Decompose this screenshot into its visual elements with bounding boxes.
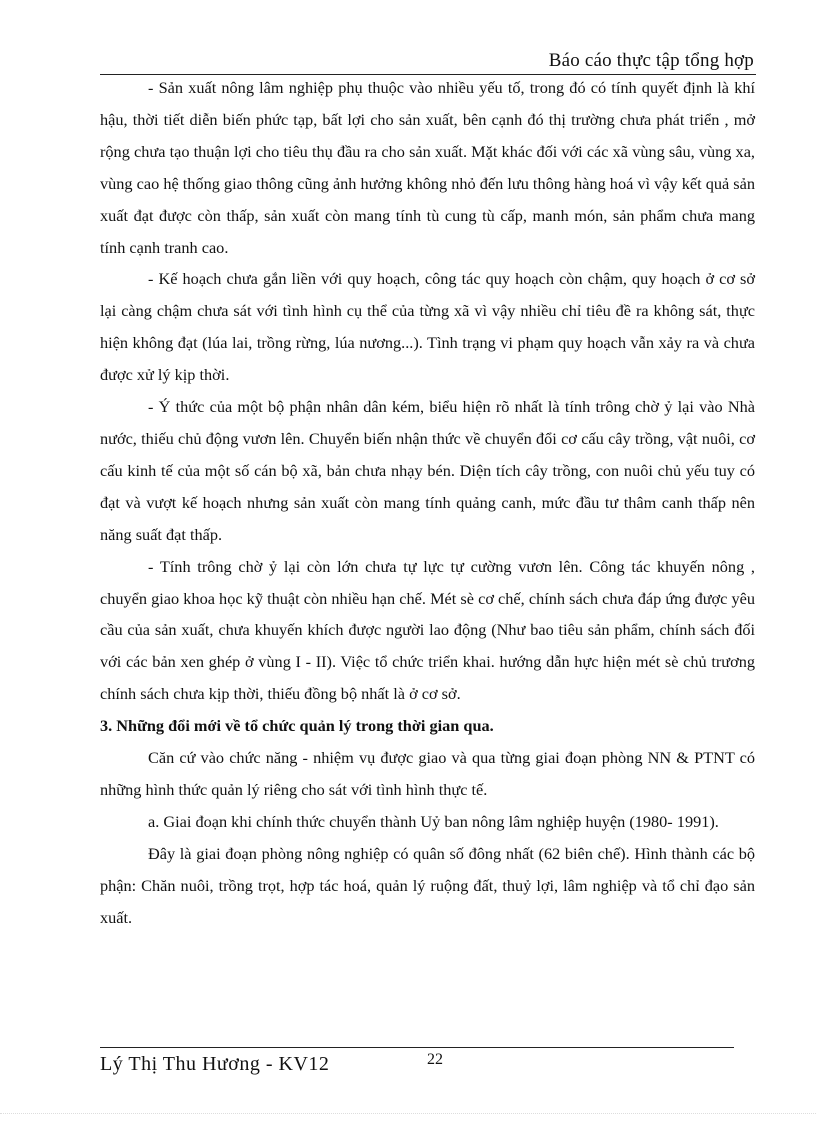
header-title: Báo cáo thực tập tổng hợp: [548, 50, 754, 71]
footer-rule: [100, 1047, 734, 1048]
paragraph: - Tính trông chờ ỷ lại còn lớn chưa tự lực tự cường vươn lên. Công tác khuyến nông , chuyển giao khoa học kỹ thuật còn nhiều hạn chế. Mét sè cơ chế, chính sách chưa đáp ứng được yêu cầu của sản xuất, chưa khuyến khích được người lao động (Như bao tiêu sản phẩm, chính sách đối với các bản xen ghép ở vùng I - II). Việc tổ chức triển khai. hướng dẫn hực hiện mét sè chủ trương chính sách chưa kịp thời, thiếu đồng bộ nhất là ở cơ sở.: [100, 556, 755, 704]
paragraph: - Sản xuất nông lâm nghiệp phụ thuộc vào nhiều yếu tố, trong đó có tính quyết định là khí hậu, thời tiết diễn biến phức tạp, bất lợi cho sản xuất, bên cạnh đó thị trường chưa phát triển , mở rộng chưa tạo thuận lợi cho tiêu thụ đầu ra cho sản xuất. Mặt khác đối với các xã vùng sâu, vùng xa, vùng cao hệ thống giao thông cũng ảnh hưởng không nhỏ đến lưu thông hàng hoá vì vậy kết quả sản xuất đạt được còn thấp, sản xuất còn mang tính tù cung tù cấp, manh món, sản phẩm chưa mang tính cạnh tranh cao.: [100, 78, 755, 257]
paragraph: - Kế hoạch chưa gắn liền với quy hoạch, công tác quy hoạch còn chậm, quy hoạch ở cơ sở lại càng chậm chưa sát với tình hình cụ thể của từng xã vì vậy nhiều chỉ tiêu đề ra không sát, thực hiện không đạt (lúa lai, trồng rừng, lúa nương...). Tình trạng vi phạm quy hoạch vẫn xảy ra và chưa được xử lý kịp thời.: [100, 269, 755, 385]
paragraph: a. Giai đoạn khi chính thức chuyển thành Uỷ ban nông lâm nghiệp huyện (1980- 1991).: [148, 811, 719, 831]
paragraph: Căn cứ vào chức năng - nhiệm vụ được giao và qua từng giai đoạn phòng NN & PTNT có những hình thức quản lý riêng cho sát với tình hình thực tế.: [100, 748, 755, 799]
paragraph: Đây là giai đoạn phòng nông nghiệp có quân số đông nhất (62 biên chế). Hình thành các bộ phận: Chăn nuôi, trồng trọt, hợp tác hoá, quản lý ruộng đất, thuỷ lợi, lâm nghiệp và tổ chỉ đạo sản xuất.: [100, 843, 755, 927]
page-edge: [0, 1113, 816, 1114]
section-heading: 3. Những đổi mới về tổ chức quản lý trong thời gian qua.: [100, 716, 494, 736]
page-number: 22: [427, 1051, 443, 1068]
footer-author: Lý Thị Thu Hương - KV12: [100, 1053, 330, 1075]
paragraph: - Ý thức của một bộ phận nhân dân kém, biểu hiện rõ nhất là tính trông chờ ỷ lại vào Nhà nước, thiếu chủ động vươn lên. Chuyển biến nhận thức về chuyển đổi cơ cấu cây trồng, vật nuôi, cơ cấu kinh tế của một số cán bộ xã, bản chưa nhạy bén. Diện tích cây trồng, con nuôi chủ yếu tuy có đạt và vượt kế hoạch nhưng sản xuất còn mang tính quảng canh, mức đầu tư thâm canh thấp nên năng suất đạt thấp.: [100, 397, 755, 544]
document-body: [100, 72, 755, 933]
